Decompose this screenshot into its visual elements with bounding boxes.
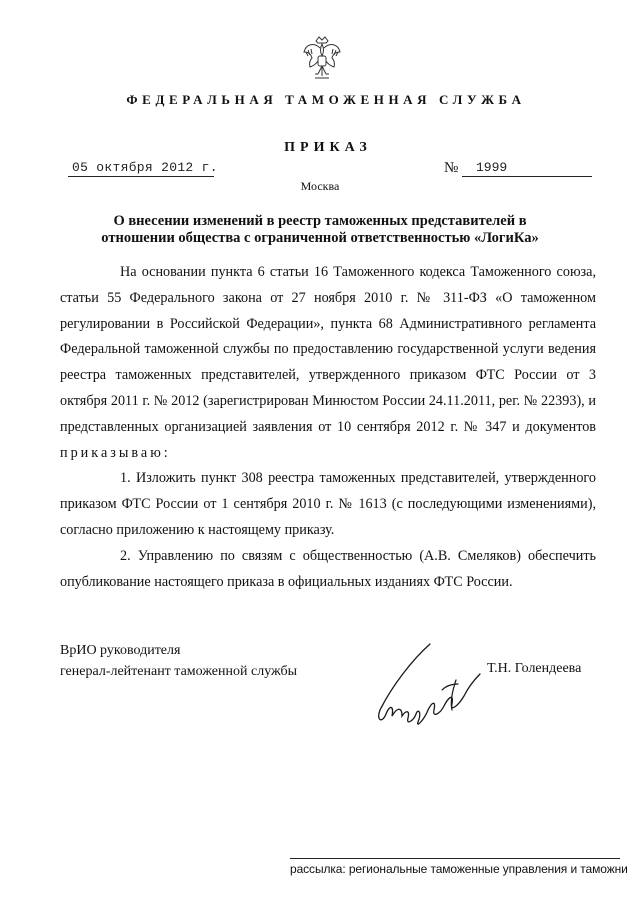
signatory-role-line-2: генерал-лейтенант таможенной службы	[60, 664, 298, 679]
date-underline	[68, 176, 214, 177]
signatory-name: Т.Н. Голендеева	[487, 661, 582, 676]
footer-divider	[290, 858, 620, 859]
coat-of-arms-emblem	[302, 34, 342, 82]
order-title-line-2: отношении общества с ограниченной ответственностью «ЛогиКа»	[101, 230, 539, 246]
distribution-note: рассылка: региональные таможенные управления и таможни	[290, 862, 628, 876]
handwritten-signature	[372, 640, 488, 732]
order-title-line-1: О внесении изменений в реестр таможенных представителей в	[113, 213, 527, 229]
number-underline	[462, 176, 592, 177]
order-number: 1999	[476, 160, 508, 175]
order-date: 05 октября 2012 г.	[72, 160, 218, 175]
order-title	[60, 213, 580, 247]
signatory-role	[60, 640, 297, 682]
order-word-text: приказываю:	[60, 444, 171, 461]
agency-name: ФЕДЕРАЛЬНАЯ ТАМОЖЕННАЯ СЛУЖБА	[126, 92, 526, 107]
order-body	[60, 260, 596, 595]
preamble-paragraph: На основании пункта 6 статьи 16 Таможенного кодекса Таможенного союза, статьи 55 Федерального закона от 27 ноября 2010 г. № 311-ФЗ «О таможенном регулировании в Российской Федерации», пункта 68 Административного регламента Федеральной таможенной службы по предоставлению государственной услуги ведения реестра таможенных представителей, утвержденного приказом ФТС России от 3 октября 2011 г. № 2012 (зарегистрирован Минюстом России 24.11.2011, рег. № 22393), и представленных организацией заявления от 10 сентября 2012 г. № 347 и документов	[60, 264, 596, 435]
order-word	[60, 441, 596, 467]
document-type: ПРИКАЗ	[284, 140, 372, 155]
city: Москва	[300, 179, 340, 193]
order-item-1: 1. Изложить пункт 308 реестра таможенных представителей, утвержденного приказом ФТС России от 1 сентября 2010 г. № 1613 (с последующими изменениями), согласно приложению к настоящему приказу.	[60, 470, 596, 538]
number-label: №	[444, 160, 459, 176]
signatory-role-line-1: ВрИО руководителя	[60, 643, 181, 658]
order-item-2: 2. Управлению по связям с общественностью (А.В. Смеляков) обеспечить опубликование настоящего приказа в официальных изданиях ФТС России.	[60, 547, 596, 590]
